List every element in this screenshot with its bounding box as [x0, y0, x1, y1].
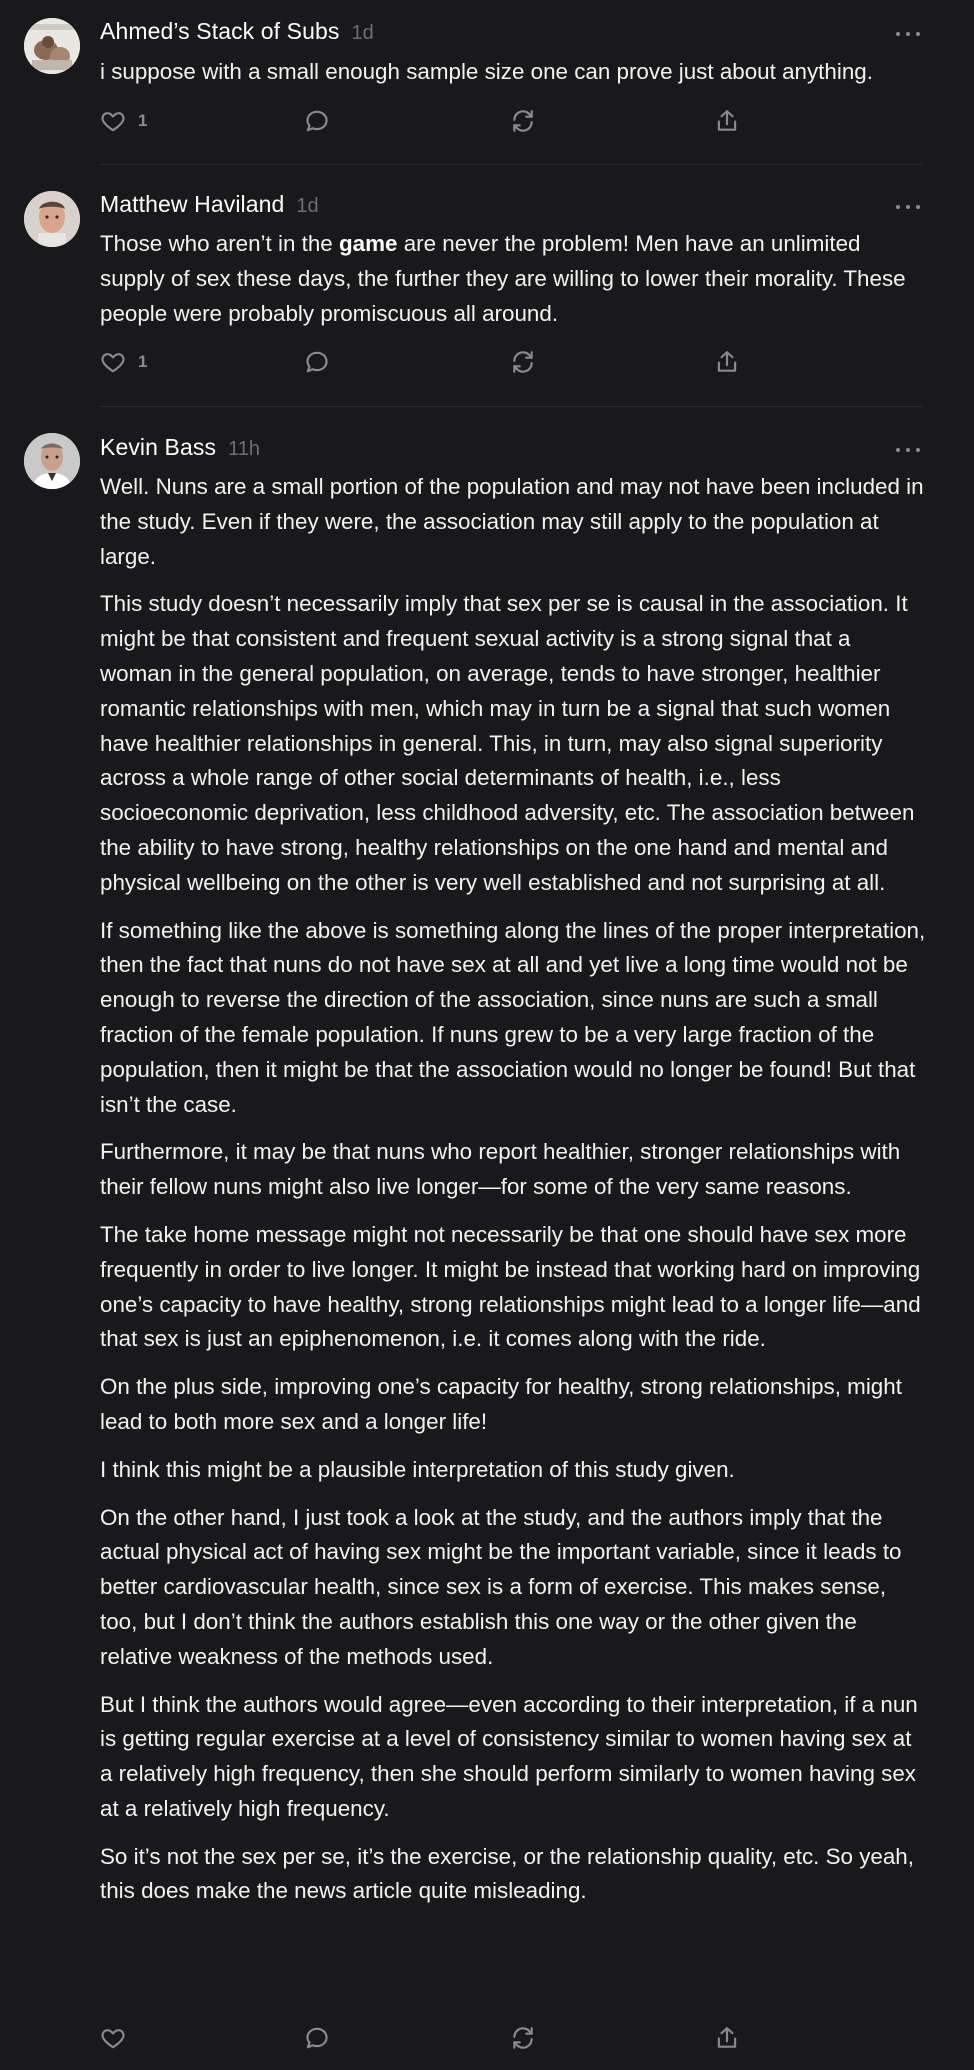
comment-divider — [100, 406, 922, 407]
reply-button[interactable] — [304, 347, 330, 377]
comment-header — [100, 434, 260, 464]
comment-paragraph: i suppose with a small enough sample size one can prove just about anything. — [100, 59, 873, 84]
comment-paragraph: This study doesn’t necessarily imply that sex per se is causal in the association. It might be that consistent and frequent sexual activity is a strong signal that a woman in the general population, on average, tends to have stronger, healthier romantic relationships with men, which may in turn be a signal that such women have healthier relationships in general. This, in turn, may also signal superiority across a whole range of other social determinants of health, i.e., less socioeconomic deprivation, less childhood adversity, etc. The association between the ability to have strong, healthy relationships on the one hand and mental and physical wellbeing on the other is very well established and not surprising at all. — [100, 591, 915, 895]
restack-icon — [510, 2025, 536, 2051]
share-button[interactable] — [714, 106, 740, 136]
comment-actions — [100, 2023, 800, 2053]
avatar[interactable] — [24, 18, 80, 74]
comment-paragraph: If something like the above is something along the lines of the proper interpretation, then the fact that nuns do not have sex at all and yet live a long time would not be enough to reverse the direction of the association, since nuns are such a small fraction of the female population. If nuns grew to be a very large fraction of the population, then it might be that the association would no longer be found! But that isn’t the case. — [100, 917, 926, 1117]
bold-link[interactable]: game — [338, 231, 398, 256]
comment-paragraph: On the plus side, improving one’s capacity for healthy, strong relationships, might lead to both more sex and a longer life! — [100, 1374, 902, 1434]
like-count: 1 — [138, 111, 148, 130]
comment-divider — [100, 164, 922, 165]
share-icon — [714, 349, 740, 375]
like-button[interactable] — [100, 106, 147, 136]
share-icon — [714, 108, 740, 134]
comment-body — [100, 470, 926, 1909]
comment-paragraph: But I think the authors would agree—even according to their interpretation, if a nun is getting regular exercise at a level of consistency similar to women having sex at a relatively high frequency, then she should perform similarly to women having sex at a relatively high frequency. — [100, 1691, 918, 1821]
more-options-button[interactable] — [896, 28, 920, 40]
comment-bubble-icon — [304, 108, 330, 134]
timestamp[interactable]: 11h — [228, 438, 260, 460]
comment-paragraph: On the other hand, I just took a look at the study, and the authors imply that the actual physical act of having sex might be the important variable, since it leads to better cardiovascular health, since sex is a form of exercise. This makes sense, too, but I don’t think the authors establish this one way or the other given the relative weakness of the methods used. — [100, 1504, 902, 1669]
comment-paragraph: I think this might be a plausible interpretation of this study given. — [100, 1456, 735, 1482]
more-dots-icon — [896, 205, 900, 209]
like-button[interactable] — [100, 2023, 126, 2053]
author-name[interactable]: Kevin Bass — [100, 434, 217, 460]
more-options-button[interactable] — [896, 444, 920, 456]
like-count: 1 — [138, 352, 148, 371]
avatar-photo-icon — [24, 18, 80, 74]
share-icon — [714, 2025, 740, 2051]
comment-bubble-icon — [304, 349, 330, 375]
timestamp[interactable]: 1d — [296, 195, 319, 217]
comment-paragraph: Furthermore, it may be that nuns who report healthier, stronger relationships with their fellow nuns might also live longer—for some of the very same reasons. — [100, 1139, 901, 1200]
author-name[interactable]: Matthew Haviland — [100, 191, 285, 217]
reply-button[interactable] — [304, 106, 330, 136]
share-button[interactable] — [714, 2023, 740, 2053]
comment-header — [100, 18, 374, 48]
more-dots-icon — [896, 448, 900, 452]
comment-header — [100, 191, 319, 221]
heart-icon — [100, 108, 126, 134]
comment-paragraph: Those who aren’t in the game are never the problem! Men have an unlimited supply of sex these days, the further they are willing to lower their morality. These people were probably promiscuous all around. — [100, 231, 906, 326]
more-dots-icon — [896, 32, 900, 36]
comment-paragraph: The take home message might not necessarily be that one should have sex more frequently in order to live longer. It might be instead that working hard on improving one’s capacity to have healthy, strong relationships might lead to a longer life—and that sex is just an epiphenomenon, i.e. it comes along with the ride. — [100, 1221, 921, 1352]
like-button[interactable] — [100, 347, 147, 377]
restack-button[interactable] — [510, 2023, 536, 2053]
heart-icon — [100, 349, 126, 375]
restack-icon — [510, 108, 536, 134]
timestamp[interactable]: 1d — [351, 22, 374, 44]
avatar[interactable] — [24, 191, 80, 247]
reply-button[interactable] — [304, 2023, 330, 2053]
avatar[interactable] — [24, 433, 80, 489]
restack-icon — [510, 349, 536, 375]
comment-bubble-icon — [304, 2025, 330, 2051]
share-button[interactable] — [714, 347, 740, 377]
avatar-photo-icon — [24, 433, 80, 489]
restack-button[interactable] — [510, 106, 536, 136]
comment-body — [100, 227, 926, 331]
comment-paragraph: Well. Nuns are a small portion of the population and may not have been included in the study. Even if they were, the association may still apply to the population at large. — [100, 474, 924, 569]
avatar-photo-icon — [24, 191, 80, 247]
more-options-button[interactable] — [896, 201, 920, 213]
comment-actions — [100, 347, 800, 377]
comment-actions — [100, 106, 800, 136]
author-name[interactable]: Ahmed’s Stack of Subs — [100, 18, 340, 44]
comment-paragraph: So it’s not the sex per se, it’s the exercise, or the relationship quality, etc. So yeah, this does make the news article quite misleading. — [100, 1843, 914, 1904]
comment-body — [100, 55, 926, 90]
restack-button[interactable] — [510, 347, 536, 377]
heart-icon — [100, 2025, 126, 2051]
